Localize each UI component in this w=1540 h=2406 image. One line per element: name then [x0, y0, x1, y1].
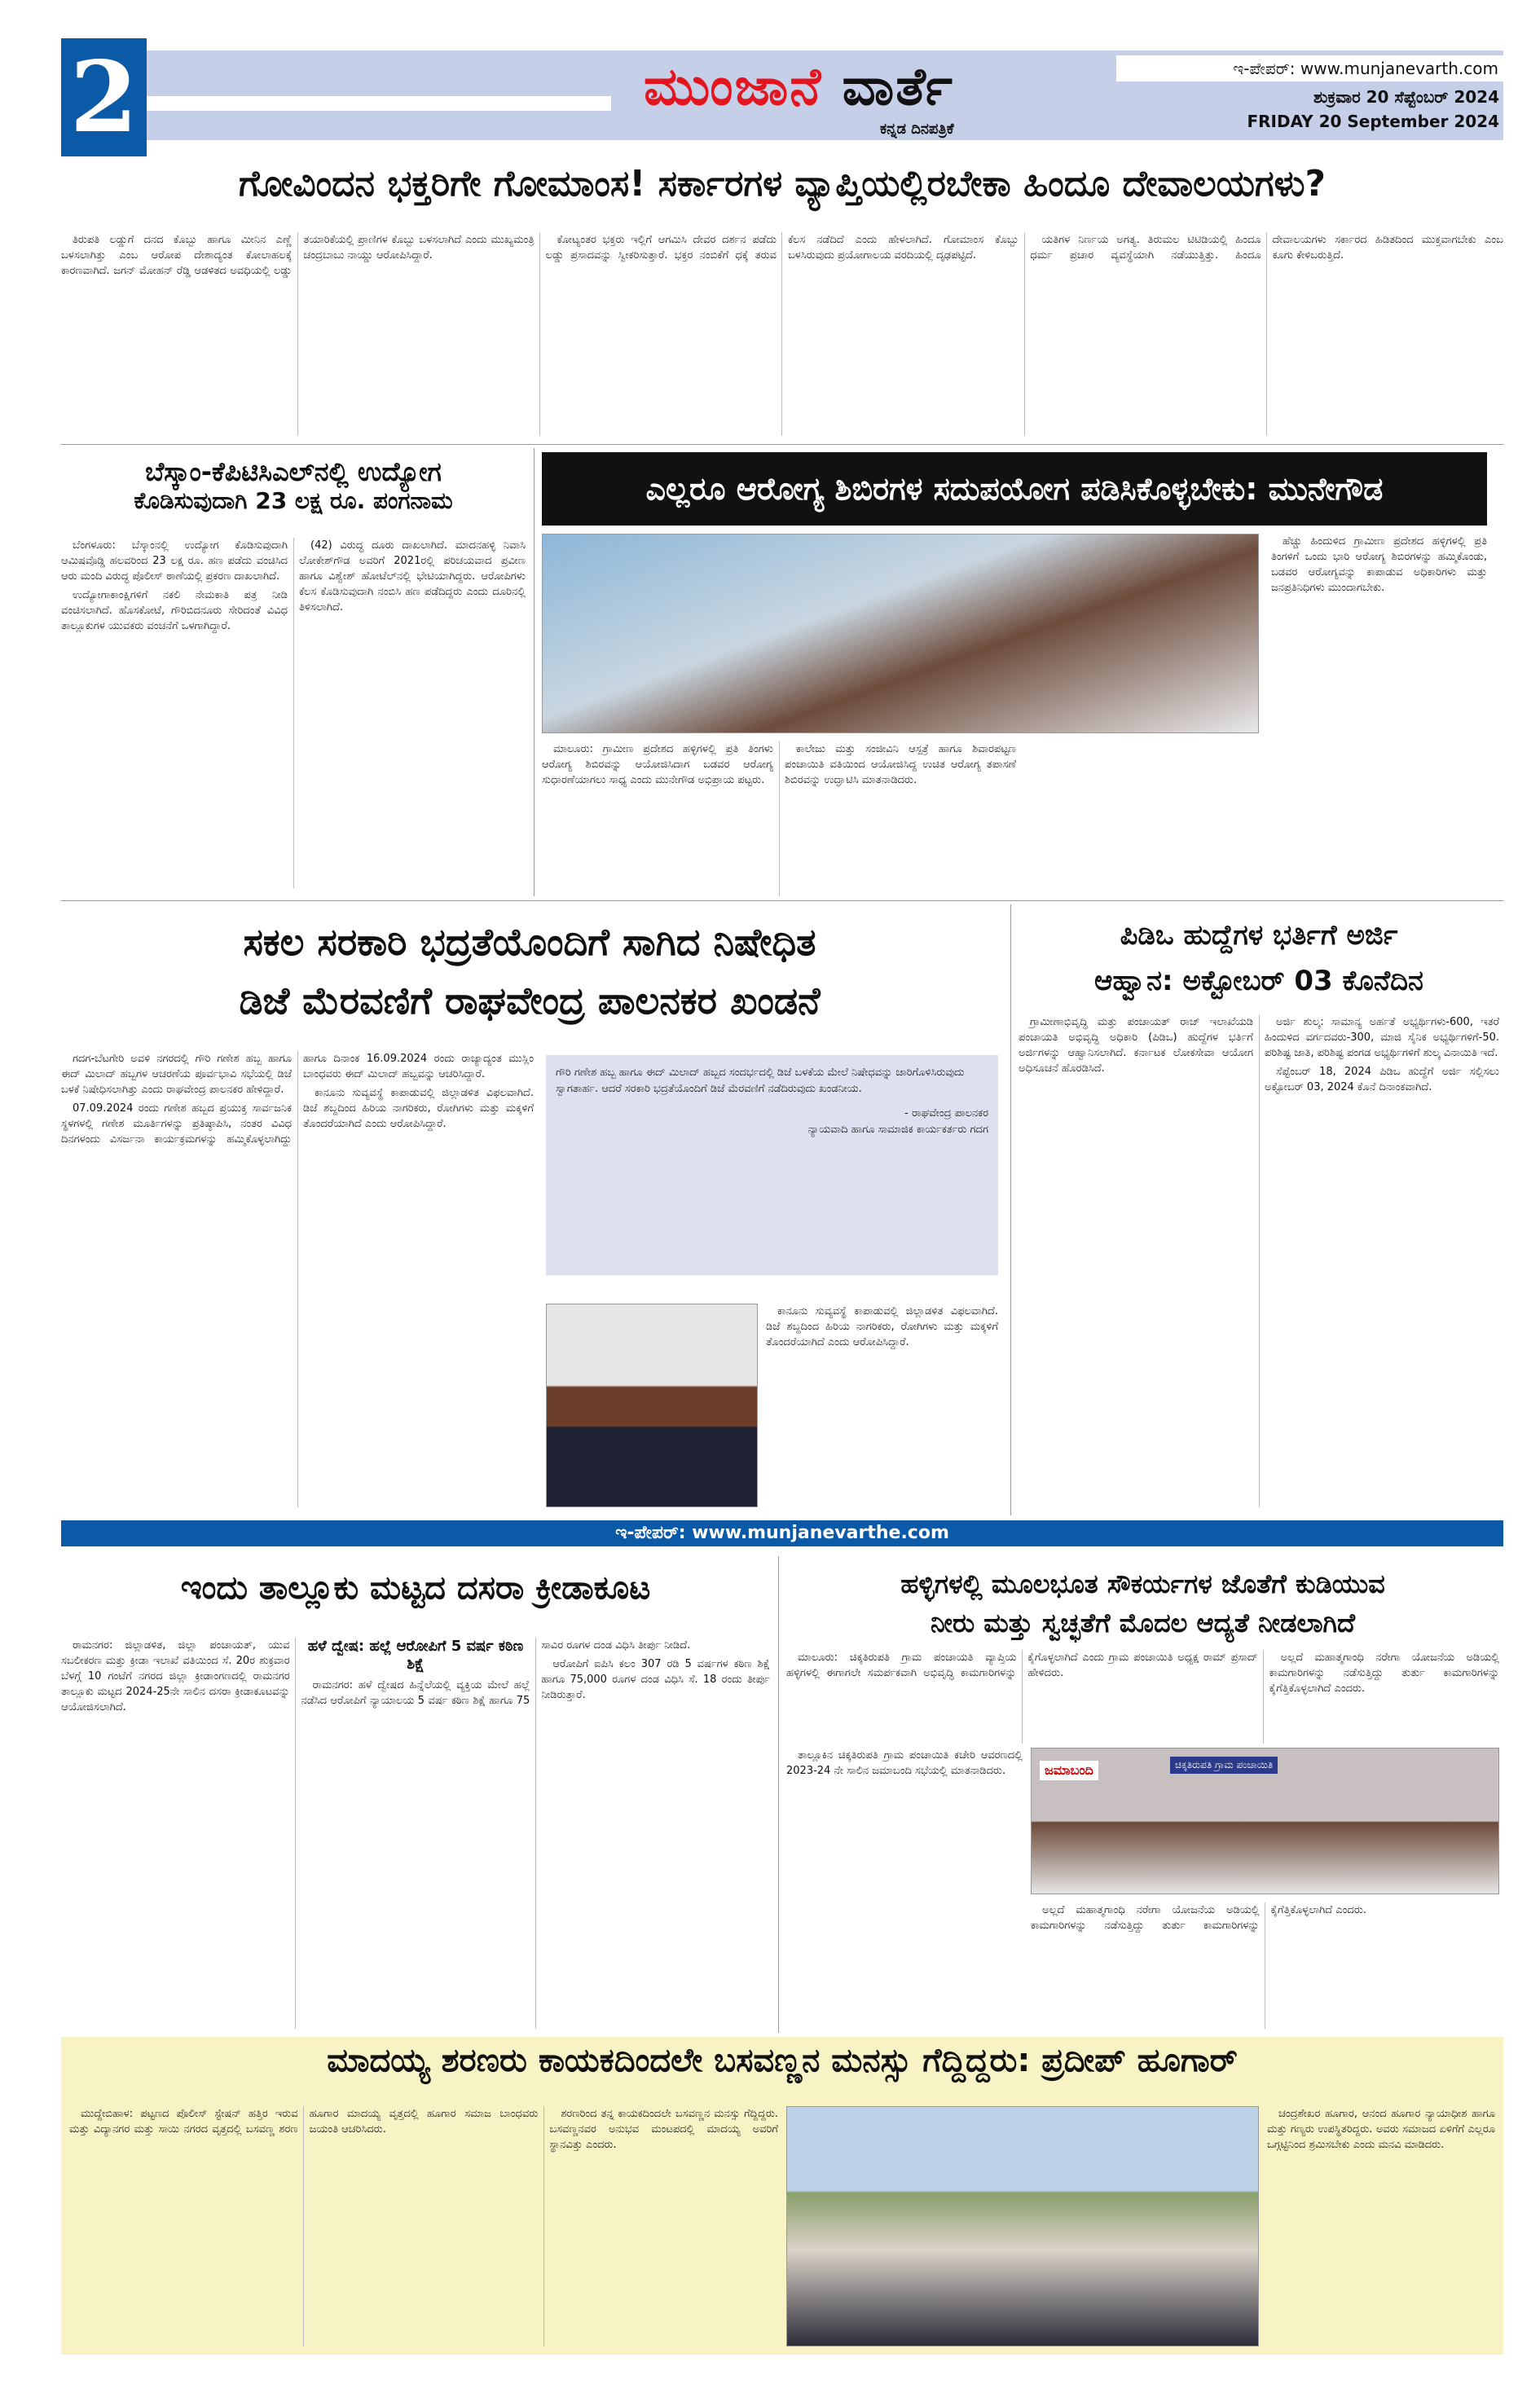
divider	[534, 448, 535, 896]
headline-line: ಸಕಲ ಸರಕಾರಿ ಭದ್ರತೆಯೊಂದಿಗೆ ಸಾಗಿದ ನಿಷೇಧಿತ	[243, 920, 816, 964]
quote-role: ನ್ಯಾಯವಾದಿ ಹಾಗೂ ಸಾಮಾಜಿಕ ಕಾರ್ಯಕರ್ತರು ಗದಗ	[807, 1124, 988, 1136]
madayya-story-side	[1267, 2106, 1495, 2347]
divider	[1010, 904, 1011, 1515]
lead-headline: ಗೋವಿಂದನ ಭಕ್ತರಿಗೇ ಗೋಮಾಂಸ! ಸರ್ಕಾರಗಳ ವ್ಯಾಪ್ತಿಯಲ್ಲಿರಬೇಕಾ ಹಿಂದೂ ದೇವಾಲಯಗಳು?	[238, 163, 1327, 205]
logo-red: ಮುಂಜಾನೆ	[644, 57, 823, 117]
quote-author: - ರಾಘವೇಂದ್ರ ಪಾಲನಕರ	[904, 1107, 988, 1119]
paragraph: ತಾಲ್ಲೂಕಿನ ಚಿಕ್ಕತಿರುಪತಿ ಗ್ರಾಮ ಪಂಚಾಯಿತಿ ಕಚೇರಿ ಆವರಣದಲ್ಲಿ 2023-24 ನೇ ಸಾಲಿನ ಜಮಾಬಂದಿ ಸಭೆಯಲ್ಲಿ ಮಾತನಾಡಿದರು.	[786, 1749, 1023, 1777]
pdo-story-body	[1019, 1014, 1499, 1507]
page-number: 2	[61, 38, 147, 156]
bescom-story-body	[61, 538, 526, 888]
paragraph: ಕಾನೂನು ಸುವ್ಯವಸ್ಥೆ ಕಾಪಾಡುವಲ್ಲಿ ಜಿಲ್ಲಾಡಳಿತ ವಿಫಲವಾಗಿದೆ. ಡಿಜೆ ಶಬ್ದದಿಂದ ಹಿರಿಯ ನಾಗರಿಕರು, ರೋಗಿಗಳು ಮತ್ತು ಮಕ್ಕಳಿಗೆ ತೊಂದರೆಯಾಗಿದೆ ಎಂದು ಆರೋಪಿಸಿದ್ದಾರೆ.	[303, 1087, 534, 1130]
headline-line: ಆಹ್ವಾನ: ಅಕ್ಟೋಬರ್ 03 ಕೊನೆದಿನ	[1094, 965, 1423, 997]
paragraph: ಗ್ರಾಮೀಣಾಭಿವೃದ್ಧಿ ಮತ್ತು ಪಂಚಾಯತ್ ರಾಜ್ ಇಲಾಖೆಯಡಿ ಪಂಚಾಯತಿ ಅಭಿವೃದ್ಧಿ ಅಧಿಕಾರಿ (ಪಿಡಿಒ) ಹುದ್ದೆಗಳ ಭರ್ತಿಗೆ ಅರ್ಜಿಗಳನ್ನು ಆಹ್ವಾನಿಸಲಾಗಿದೆ. ಕರ್ನಾಟಕ ಲೋಕಸೇವಾ ಆಯೋಗ ಅಧಿಸೂಚನೆ ಹೊರಡಿಸಿದೆ.	[1019, 1016, 1253, 1075]
lead-story-body	[61, 232, 1503, 436]
madayya-headline: ಮಾದಯ್ಯ ಶರಣರು ಕಾಯಕದಿಂದಲೇ ಬಸವಣ್ಣನ ಮನಸ್ಸು ಗೆದ್ದಿದ್ದರು: ಪ್ರದೀಪ್ ಹೂಗಾರ್	[327, 2042, 1238, 2079]
paragraph: ಗದಗ-ಬೆಟಗೇರಿ ಅವಳಿ ನಗರದಲ್ಲಿ ಗೌರಿ ಗಣೇಶ ಹಬ್ಬ ಹಾಗೂ ಈದ್ ಮಿಲಾದ್ ಹಬ್ಬಗಳ ಆಚರಣೆಯ ಪೂರ್ವಭಾವಿ ಸಭೆಯಲ್ಲಿ ಡಿಜೆ ಬಳಕೆ ನಿಷೇಧಿಸಲಾಗಿತ್ತು ಎಂದು ರಾಘವೇಂದ್ರ ಪಾಲನಕರ ಹೇಳಿದ್ದಾರೆ.	[61, 1053, 292, 1096]
jamabandi-photo	[1031, 1748, 1499, 1894]
paragraph: ಶರಣರಿಂದ ತನ್ನ ಕಾಯಕದಿಂದಲೇ ಬಸವಣ್ಣನ ಮನಸ್ಸು ಗೆದ್ದಿದ್ದರು. ಬಸವಣ್ಣನವರ ಅನುಭವ ಮಂಟಪದಲ್ಲಿ ಮಾದಯ್ಯ ಅವರಿಗೆ ಸ್ಥಾನವಿತ್ತು ಎಂದರು.	[549, 2108, 778, 2151]
paragraph: ಬೆಂಗಳೂರು: ಬೆಸ್ಕಾಂನಲ್ಲಿ ಉದ್ಯೋಗ ಕೊಡಿಸುವುದಾಗಿ ಆಮಿಷವೊಡ್ಡಿ ಹಲವರಿಂದ 23 ಲಕ್ಷ ರೂ. ಹಣ ಪಡೆದು ವಂಚಿಸಿದ ಆರು ಮಂದಿ ವಿರುದ್ಧ ಪೊಲೀಸ್ ಠಾಣೆಯಲ್ಲಿ ಪ್ರಕರಣ ದಾಖಲಾಗಿದೆ.	[61, 539, 288, 583]
paragraph: ಹೆಚ್ಚು ಹಿಂದುಳಿದ ಗ್ರಾಮೀಣ ಪ್ರದೇಶದ ಹಳ್ಳಿಗಳಲ್ಲಿ ಪ್ರತಿ ತಿಂಗಳಿಗೆ ಒಂದು ಭಾರಿ ಆರೋಗ್ಯ ಶಿಬಿರಗಳನ್ನು ಹಮ್ಮಿಕೊಂಡು, ಬಡವರ ಆರೋಗ್ಯವನ್ನು ಕಾಪಾಡುವ ಅಧಿಕಾರಿಗಳು ಮತ್ತು ಜನಪ್ರತಿನಿಧಿಗಳು ಮುಂದಾಗಬೇಕು.	[1271, 535, 1487, 594]
paragraph: ಕಾನೂನು ಸುವ್ಯವಸ್ಥೆ ಕಾಪಾಡುವಲ್ಲಿ ಜಿಲ್ಲಾಡಳಿತ ವಿಫಲವಾಗಿದೆ. ಡಿಜೆ ಶಬ್ದದಿಂದ ಹಿರಿಯ ನಾಗರಿಕರು, ರೋಗಿಗಳು ಮತ್ತು ಮಕ್ಕಳಿಗೆ ತೊಂದರೆಯಾಗಿದೆ ಎಂದು ಆರೋಪಿಸಿದ್ದಾರೆ.	[766, 1305, 998, 1348]
headline-line: ಡಿಜೆ ಮೆರವಣಿಗೆ ರಾಘವೇಂದ್ರ ಪಾಲನಕರ ಖಂಡನೆ	[239, 979, 821, 1023]
divider	[61, 444, 1503, 445]
dj-story-body	[61, 1051, 534, 1507]
jamabandi-banner: ಜಮಾಬಂದಿ	[1040, 1761, 1098, 1780]
village-story-left	[786, 1748, 1023, 2029]
newspaper-logo	[644, 57, 954, 117]
paragraph: ಮಾಲೂರು: ಗ್ರಾಮೀಣ ಪ್ರದೇಶದ ಹಳ್ಳಿಗಳಲ್ಲಿ ಪ್ರತಿ ತಿಂಗಳು ಆರೋಗ್ಯ ಶಿಬಿರವನ್ನು ಆಯೋಜಿಸಿದಾಗ ಬಡವರ ಆರೋಗ್ಯ ಸುಧಾರಣೆಯಾಗಲು ಸಾಧ್ಯ ಎಂದು ಮುನೇಗೌಡ ಅಭಿಪ್ರಾಯ ಪಟ್ಟರು.	[542, 743, 773, 786]
village-story-top	[786, 1650, 1499, 1744]
paragraph: ಆರೋಪಿಗೆ ಐಪಿಸಿ ಕಲಂ 307 ರಡಿ 5 ವರ್ಷಗಳ ಕಠಿಣ ಶಿಕ್ಷೆ ಹಾಗೂ 75,000 ರೂಗಳ ದಂಡ ವಿಧಿಸಿ ಸೆ. 18 ರಂದು ತೀರ್ಪು ನೀಡಿರುತ್ತಾರೆ.	[541, 1658, 770, 1701]
paragraph: ಅಲ್ಲದೆ ಮಹಾತ್ಮಗಾಂಧಿ ನರೇಗಾ ಯೋಜನೆಯ ಅಡಿಯಲ್ಲಿ ಕಾಮಗಾರಿಗಳನ್ನು ನಡೆಸುತ್ತಿದ್ದು ತುರ್ತು ಕಾಮಗಾರಿಗಳನ್ನು ಕೈಗೆತ್ತಿಕೊಳ್ಳಲಾಗಿದೆ ಎಂದರು.	[1031, 1904, 1366, 1932]
paragraph: ಉದ್ಯೋಗಾಕಾಂಕ್ಷಿಗಳಿಗೆ ನಕಲಿ ನೇಮಕಾತಿ ಪತ್ರ ನೀಡಿ ವಂಚಿಸಲಾಗಿದೆ. ಹೊಸಕೋಟೆ, ಗೌರಿಬಿದನೂರು ಸೇರಿದಂತೆ ವಿವಿಧ ತಾಲ್ಲೂಕುಗಳ ಯುವಕರು ವಂಚನೆಗೆ ಒಳಗಾಗಿದ್ದಾರೆ.	[61, 589, 288, 632]
procession-photo	[786, 2106, 1259, 2347]
health-camp-body	[542, 741, 1259, 896]
paragraph: ರಾಮನಗರ: ಜಿಲ್ಲಾಡಳಿತ, ಜಿಲ್ಲಾ ಪಂಚಾಯತ್, ಯುವ ಸಬಲೀಕರಣ ಮತ್ತು ಕ್ರೀಡಾ ಇಲಾಖೆ ವತಿಯಿಂದ ಸೆ. 20ರ ಶುಕ್ರವಾರ ಬೆಳಗ್ಗೆ 10 ಗಂಟೆಗೆ ನಗರದ ಜಿಲ್ಲಾ ಕ್ರೀಡಾಂಗಣದಲ್ಲಿ ರಾಮನಗರ ತಾಲ್ಲೂಕು ಮಟ್ಟದ 2024-25ನೇ ಸಾಲಿನ ದಸರಾ ಕ್ರೀಡಾಕೂಟವನ್ನು ಆಯೋಜಿಸಲಾಗಿದೆ.	[61, 1639, 290, 1713]
headline-line: ಪಿಡಿಒ ಹುದ್ದೆಗಳ ಭರ್ತಿಗೆ ಅರ್ಜಿ	[1120, 919, 1398, 952]
dj-procession-headline	[61, 913, 998, 1030]
paragraph: (42) ವಿರುದ್ಧ ದೂರು ದಾಖಲಾಗಿದೆ. ಮಾದನಹಳ್ಳಿ ನಿವಾಸಿ ಲೋಕೇಶ್‌ಗೌಡ ಅವರಿಗೆ 2021ರಲ್ಲಿ ಪರಿಚಯವಾದ ಪ್ರವೀಣ ಹಾಗೂ ವಿಶ್ವೇಶ್ ಹೋಟೆಲ್‌ನಲ್ಲಿ ಭೇಟಿಯಾಗಿದ್ದರು. ಆರೋಪಿಗಳು ಕೆಲಸ ಕೊಡಿಸುವುದಾಗಿ ನಂಬಿಸಿ ಹಣ ಪಡೆದಿದ್ದರು ಎಂದು ದೂರಿನಲ್ಲಿ ತಿಳಿಸಲಾಗಿದೆ.	[299, 539, 526, 614]
paragraph: ಮಾಲೂರು: ಚಿಕ್ಕತಿರುಪತಿ ಗ್ರಾಮ ಪಂಚಾಯತಿ ವ್ಯಾಪ್ತಿಯ ಹಳ್ಳಿಗಳಲ್ಲಿ ಈಗಾಗಲೇ ಸಮರ್ಪಕವಾಗಿ ಅಭಿವೃದ್ಧಿ ಕಾಮಗಾರಿಗಳನ್ನು ಕೈಗೊಳ್ಳಲಾಗಿದೆ ಎಂದು ಗ್ರಾಮ ಪಂಚಾಯಿತಿ ಅಧ್ಯಕ್ಷ ರಾಮ್ ಪ್ರಸಾದ್ ಹೇಳಿದರು.	[786, 1652, 1258, 1679]
paragraph: ಕೋಟ್ಯಂತರ ಭಕ್ತರು ಇಲ್ಲಿಗೆ ಆಗಮಿಸಿ ದೇವರ ದರ್ಶನ ಪಡೆದು ಲಡ್ಡು ಪ್ರಸಾದವನ್ನು ಸ್ವೀಕರಿಸುತ್ತಾರೆ. ಭಕ್ತರ ನಂಬಿಕೆಗೆ ಧಕ್ಕೆ ತರುವ ಕೆಲಸ ನಡೆದಿದೆ ಎಂದು ಹೇಳಲಾಗಿದೆ. ಗೋಮಾಂಸ ಕೊಬ್ಬು ಬಳಸಿರುವುದು ಪ್ರಯೋಗಾಲಯ ವರದಿಯಲ್ಲಿ ದೃಢಪಟ್ಟಿದೆ.	[545, 234, 1019, 262]
dateline	[1059, 85, 1499, 134]
headline-line: ಕೊಡಿಸುವುದಾಗಿ 23 ಲಕ್ಷ ರೂ. ಪಂಗನಾಮ	[134, 487, 453, 515]
date-english: FRIDAY 20 September 2024	[1247, 112, 1499, 131]
epaper-banner[interactable]: ಇ-ಪೇಪರ್: www.munjanevarthe.com	[61, 1520, 1503, 1546]
health-camp-body-side	[1271, 534, 1487, 896]
paragraph: 07.09.2024 ರಂದು ಗಣೇಶ ಹಬ್ಬದ ಪ್ರಯುಕ್ತ ಸಾರ್ವಜನಿಕ ಸ್ಥಳಗಳಲ್ಲಿ ಗಣೇಶ ಮೂರ್ತಿಗಳನ್ನು ಪ್ರತಿಷ್ಠಾಪಿಸಿ, ನಂತರ ವಿವಿಧ ದಿನಗಳಂದು ವಿಸರ್ಜನಾ ಕಾರ್ಯಕ್ರಮಗಳನ್ನು ಹಮ್ಮಿಕೊಳ್ಳಲಾಗಿದ್ದು ಹಾಗೂ ದಿನಾಂಕ 16.09.2024 ರಂದು ರಾಜ್ಯಾದ್ಯಂತ ಮುಸ್ಲಿಂ ಬಾಂಧವರು ಈದ್ ಮಿಲಾದ್ ಹಬ್ಬವನ್ನು ಆಚರಿಸಿದ್ದಾರೆ.	[61, 1053, 534, 1146]
logo-black: ವಾರ್ತೆ	[842, 57, 954, 117]
dasara-headline: ಇಂದು ತಾಲ್ಲೂಕು ಮಟ್ಟದ ದಸರಾ ಕ್ರೀಡಾಕೂಟ	[180, 1569, 651, 1607]
dasara-story-body	[61, 1638, 770, 2029]
quote-text: ಗೌರಿ ಗಣೇಶ ಹಬ್ಬ ಹಾಗೂ ಈದ್ ಮಿಲಾದ್ ಹಬ್ಬದ ಸಂದರ್ಭದಲ್ಲಿ ಡಿಜೆ ಬಳಕೆಯ ಮೇಲೆ ನಿಷೇಧವನ್ನು ಜಾರಿಗೊಳಿಸಿರುವುದು ಸ್ವಾಗತಾರ್ಹ. ಆದರೆ ಸರಕಾರಿ ಭದ್ರತೆಯೊಂದಿಗೆ ಡಿಜೆ ಮೆರವಣಿಗೆ ನಡೆದಿರುವುದು ಖಂಡನೀಯ.	[556, 1067, 965, 1095]
epaper-link[interactable]: ಇ-ಪೇಪರ್: www.munjanevarth.com	[1116, 55, 1503, 81]
headline-line: ಹಳ್ಳಿಗಳಲ್ಲಿ ಮೂಲಭೂತ ಸೌಕರ್ಯಗಳ ಜೊತೆಗೆ ಕುಡಿಯುವ	[900, 1568, 1385, 1599]
pdo-headline	[1019, 913, 1499, 1004]
health-camp-headline: ಎಲ್ಲರೂ ಆರೋಗ್ಯ ಶಿಬಿರಗಳ ಸದುಪಯೋಗ ಪಡಿಸಿಕೊಳ್ಳಬೇಕು: ಮುನೇಗೌಡ	[542, 452, 1487, 526]
paragraph: ಸೆಪ್ಟೆಂಬರ್ 18, 2024 ಪಿಡಿಒ ಹುದ್ದೆಗೆ ಅರ್ಜಿ ಸಲ್ಲಿಸಲು ಅಕ್ಟೋಬರ್ 03, 2024 ಕೊನೆ ದಿನಾಂಕವಾಗಿದೆ.	[1265, 1066, 1499, 1093]
paragraph: ಅಲ್ಲದೆ ಮಹಾತ್ಮಗಾಂಧಿ ನರೇಗಾ ಯೋಜನೆಯ ಅಡಿಯಲ್ಲಿ ಕಾಮಗಾರಿಗಳನ್ನು ನಡೆಸುತ್ತಿದ್ದು ತುರ್ತು ಕಾಮಗಾರಿಗಳನ್ನು ಕೈಗೆತ್ತಿಕೊಳ್ಳಲಾಗಿದೆ ಎಂದರು.	[1269, 1652, 1499, 1695]
bescom-headline	[61, 456, 526, 515]
pull-quote	[546, 1055, 998, 1275]
tagline: ಕನ್ನಡ ದಿನಪತ್ರಿಕೆ	[880, 121, 954, 138]
divider	[61, 900, 1503, 901]
portrait-photo	[546, 1304, 758, 1507]
subheadline: ಹಳೆ ದ್ವೇಷ: ಹಲ್ಲೆ ಆರೋಪಿಗೆ 5 ವರ್ಷ ಕಠಿಣ ಶಿಕ್ಷೆ	[307, 1638, 524, 1673]
divider	[778, 1556, 779, 2033]
paragraph: ಮುದ್ದೇಬಿಹಾಳ: ಪಟ್ಟಣದ ಪೊಲೀಸ್ ಸ್ಟೇಷನ್ ಹತ್ತಿರ ಇರುವ ಮತ್ತು ವಿದ್ಯಾನಗರ ಮತ್ತು ಸಾಯಿ ನಗರದ ವೃತ್ತದಲ್ಲಿ ಬಸವಣ್ಣ ಶರಣ ಹೂಗಾರ ಮಾದಯ್ಯ ವೃತ್ತದಲ್ಲಿ ಹೂಗಾರ ಸಮಾಜ ಬಾಂಧವರು ಜಯಂತಿ ಆಚರಿಸಿದರು.	[69, 2108, 539, 2135]
date-kannada: ಶುಕ್ರವಾರ 20 ಸೆಪ್ಟೆಂಬರ್ 2024	[1313, 87, 1499, 107]
paragraph: ಯತಿಗಳ ನಿರ್ಣಯ ಅಗತ್ಯ. ತಿರುಮಲ ಟಿಟಿಡಿಯಲ್ಲಿ ಹಿಂದೂ ಧರ್ಮ ಪ್ರಚಾರ ವ್ಯವಸ್ಥೆಯಾಗಿ ನಡೆಯುತ್ತಿತ್ತು. ಹಿಂದೂ ದೇವಾಲಯಗಳು ಸರ್ಕಾರದ ಹಿಡಿತದಿಂದ ಮುಕ್ತವಾಗಬೇಕು ಎಂಬ ಕೂಗು ಕೇಳಿಬರುತ್ತಿದೆ.	[1030, 234, 1503, 262]
paragraph: ಚಂದ್ರಶೇಖರ ಹೂಗಾರ, ಆನಂದ ಹೂಗಾರ ನ್ಯಾಯಾಧೀಶ ಹಾಗೂ ಮತ್ತು ಗಣ್ಯರು ಉಪಸ್ಥಿತರಿದ್ದರು. ಅವರು ಸಮಾಜದ ಏಳಿಗೆಗೆ ಎಲ್ಲರೂ ಒಗ್ಗಟ್ಟಿನಿಂದ ಶ್ರಮಿಸಬೇಕು ಎಂದು ಮನವಿ ಮಾಡಿದರು.	[1267, 2108, 1495, 2151]
health-camp-photo	[542, 534, 1259, 733]
paragraph: ರಾಮನಗರ: ಹಳೆ ದ್ವೇಷದ ಹಿನ್ನೆಲೆಯಲ್ಲಿ ವ್ಯಕ್ತಿಯ ಮೇಲೆ ಹಲ್ಲೆ ನಡೆಸಿದ ಆರೋಪಿಗೆ ನ್ಯಾಯಾಲಯ 5 ವರ್ಷ ಕಠಿಣ ಶಿಕ್ಷೆ ಹಾಗೂ 75 ಸಾವಿರ ರೂಗಳ ದಂಡ ವಿಧಿಸಿ ತೀರ್ಪು ನೀಡಿದೆ.	[301, 1639, 691, 1708]
paragraph: ತಿರುಪತಿ ಲಡ್ಡುಗೆ ದನದ ಕೊಬ್ಬು ಹಾಗೂ ಮೀನಿನ ಎಣ್ಣೆ ಬಳಸಲಾಗಿತ್ತು ಎಂಬ ಆರೋಪ ದೇಶಾದ್ಯಂತ ಕೋಲಾಹಲಕ್ಕೆ ಕಾರಣವಾಗಿದೆ. ಜಗನ್ ಮೋಹನ್ ರೆಡ್ಡಿ ಆಡಳಿತದ ಅವಧಿಯಲ್ಲಿ ಲಡ್ಡು ತಯಾರಿಕೆಯಲ್ಲಿ ಪ್ರಾಣಿಗಳ ಕೊಬ್ಬು ಬಳಸಲಾಗಿದೆ ಎಂದು ಮುಖ್ಯಮಂತ್ರಿ ಚಂದ್ರಬಾಬು ನಾಯ್ಡು ಆರೋಪಿಸಿದ್ದಾರೆ.	[61, 234, 535, 277]
dj-story-body-2	[766, 1304, 998, 1507]
headline-line: ನೀರು ಮತ್ತು ಸ್ವಚ್ಛತೆಗೆ ಮೊದಲ ಆದ್ಯತೆ ನೀಡಲಾಗಿದೆ	[931, 1608, 1355, 1638]
paragraph: ಅರ್ಜಿ ಶುಲ್ಕ: ಸಾಮಾನ್ಯ ಅರ್ಹತೆ ಅಭ್ಯರ್ಥಿಗಳು-600, ಇತರೆ ಹಿಂದುಳಿದ ವರ್ಗದವರು-300, ಮಾಜಿ ಸೈನಿಕ ಅಭ್ಯರ್ಥಿಗಳಿಗೆ-50. ಪರಿಶಿಷ್ಟ ಜಾತಿ, ಪರಿಶಿಷ್ಟ ಪಂಗಡ ಅಭ್ಯರ್ಥಿಗಳಿಗೆ ಶುಲ್ಕ ವಿನಾಯಿತಿ ಇದೆ.	[1265, 1016, 1499, 1059]
headline-line: ಬೆಸ್ಕಾಂ-ಕೆಪಿಟಿಸಿಎಲ್‌ನಲ್ಲಿ ಉದ್ಯೋಗ	[145, 456, 442, 487]
village-story-bottom	[1031, 1902, 1499, 2029]
madayya-story-body	[69, 2106, 778, 2347]
paragraph: ಕಾಲೇಜು ಮತ್ತು ಸಂಜೀವಿನಿ ಆಸ್ಪತ್ರೆ ಹಾಗೂ ಶಿವಾರಪಟ್ಟಣ ಪಂಚಾಯಿತಿ ವತಿಯಿಂದ ಆಯೋಜಿಸಿದ್ದ ಉಚಿತ ಆರೋಗ್ಯ ತಪಾಸಣೆ ಶಿಬಿರವನ್ನು ಉದ್ಘಾಟಿಸಿ ಮಾತನಾಡಿದರು.	[785, 743, 1016, 786]
jamabandi-sign: ಚಿಕ್ಕತಿರುಪತಿ ಗ್ರಾಮ ಪಂಚಾಯಿತಿ	[1170, 1757, 1278, 1774]
masthead-stripe	[147, 96, 611, 111]
village-headline	[786, 1564, 1499, 1643]
